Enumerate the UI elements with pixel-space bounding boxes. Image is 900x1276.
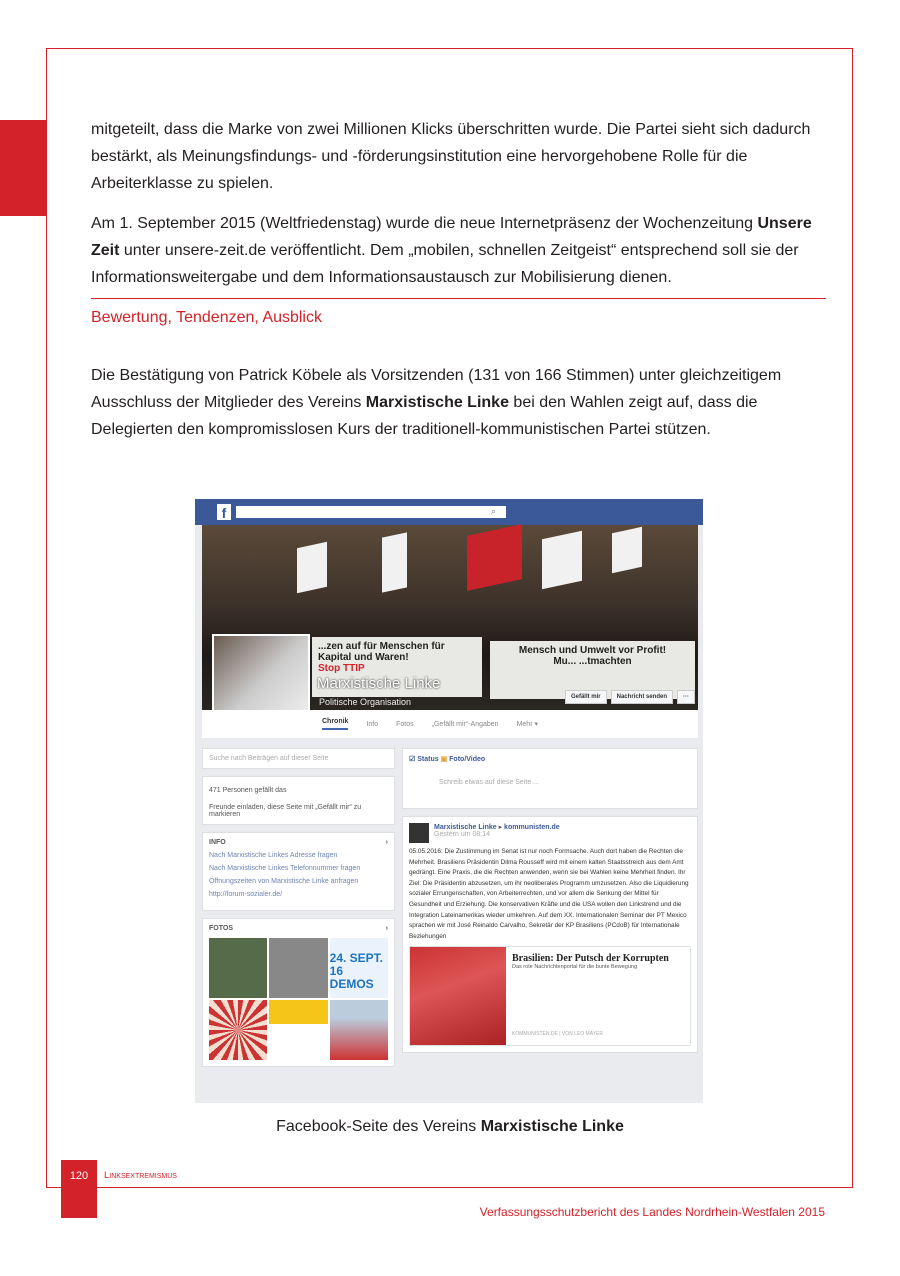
flag [467,524,522,591]
avatar [409,823,429,843]
photos-header: FOTOS [209,925,233,932]
tab-chronik: Chronik [322,718,348,730]
text: Am 1. September 2015 (Weltfriedenstag) wurde die neue Internetpräsenz der Wochenzeitung [91,215,758,232]
info-card [202,832,395,911]
photo-thumb [269,938,327,998]
invite-text: Freunde einladen, diese Seite mit „Gefällt mir“ zu markieren [209,804,362,818]
text: Facebook-Seite des Vereins [276,1118,481,1135]
info-link: Öffnungszeiten von Marxistische Linke anfragen [209,878,359,885]
figure-caption [0,1118,900,1136]
photo-thumb [209,938,267,998]
composer-photo: Foto/Video [449,756,486,763]
info-link: http://forum-sozialer.de/ [209,891,283,898]
flag [612,527,642,573]
tab-info: Info [366,720,379,728]
divider [91,298,826,299]
composer-status: Status [417,756,439,763]
banner-text: ...zen auf für Menschen für Kapital und Waren! [318,641,445,663]
search-input [236,506,506,518]
chapter-tab [0,120,47,216]
left-column [202,748,395,1074]
facebook-logo-icon: f [217,504,231,520]
article-title: Brasilien: Der Putsch der Korrupten [512,953,669,965]
chevron-right-icon: › [385,925,388,932]
article-subtitle: Das rote Nachrichtenportal für die bunte Bewegung [512,964,638,971]
tab-likes: „Gefällt mir“-Angaben [431,720,499,728]
composer [402,748,698,809]
text: Die Bestätigung von Patrick Köbele als Vorsitzenden (131 von 166 Stimmen) unter gleichzeitigem Ausschluss der Mitglieder des Vereins [91,367,782,411]
tab-fotos: Fotos [396,720,414,728]
section-heading: Bewertung, Tendenzen, Ausblick [91,309,322,326]
banner-text: Mu... ...tmachten [553,656,632,667]
post-text: 05.05.2016: Die Zustimmung im Senat ist nur noch Formsache. Auch dort haben die Rechten die Mehrheit. Brasiliens Präsidentin Dilma Rousseff wird mit einem kalten Staatsstreich aus dem Amt gedrängt. Eine Praxis, die die Rechten anwenden, wenn sie bei Wahlen keine Mehrheit finden. Ihr Ziel: Die Präsidentin abzusetzen, um ihr neoliberales Programm umzusetzen. Also die Liquidierung sozialer Errungenschaften, von Arbeiterrechten, und vor allem die Senkung der Mittel für Gesundheit und Erziehung. Die konservativen Kräfte und die USA wollen den Linkstrend und die Integration Lateinamerikas wieder umkehren. Auf dem XX. Internationalen Seminar der PT Mexico sprachen wir mit José Reinaldo Carvalho, Sekretär der KP Brasiliens (PCdoB) für Internationale Beziehungen [409,848,689,940]
post: Marxistische Linke ▸ kommunisten.de Gestern um 08:14 05.05.2016: Die Zustimmung im Senat ist nur noch Formsache. Auch dort haben die Rechten die Mehrheit. Brasiliens Präsidentin Dilma Rousseff wird mit einem kalten Staatsstreich aus dem Amt gedrängt. Eine Praxis, die die Rechten anwenden, wenn sie bei Wahlen keine Mehrheit finden. Ihr Ziel: Die Präsidentin abzusetzen, um ihr neoliberales Programm umzusetzen. Also die Liquidierung sozialer Errungenschaften, von Arbeiterrechten, und vor allem die Senkung der Mittel für Gesundheit und Erziehung. Die konservativen Kräfte und die USA wollen den Linkstrend und die Integration Lateinamerikas wieder umkehren. Auf dem XX. Internationalen Seminar der PT Mexico sprachen wir mit José Reinaldo Carvalho, Sekretär der KP Brasiliens (PCdoB) für Internationale Beziehungen Brasilien: Der Putsch der Korrupten Das rote Nachrichtenportal für die bunte Bewegung KOMMUNISTEN.DE | VON LEO MAYER [402,816,698,1053]
bold-text: Marxistische Linke [480,1118,624,1135]
bold-text: Unsere Zeit [91,215,812,259]
message-button: Nachricht senden [611,690,673,704]
text: unter unsere-zeit.de veröffentlicht. Dem „mobilen, schnellen Zeitgeist“ entsprechend soll sie der Informationsweitergabe und dem Informationsaustausch zur Mobilisierung dienen. [91,242,799,286]
likes-card [202,776,395,825]
info-header: INFO [209,839,226,846]
photo-thumb: 24. SEPT. 16 DEMOS [330,938,388,998]
tab-more: Mehr ▾ [516,721,538,728]
right-column [402,748,698,1060]
flag [297,542,327,593]
link-preview [409,946,691,1046]
search-icon: ⌕ [490,506,496,516]
facebook-topbar [195,499,703,525]
paragraph [91,210,831,291]
article-source: KOMMUNISTEN.DE | VON LEO MAYER [512,1031,603,1038]
page-name: Marxistische Linke [317,675,441,692]
info-link: Nach Marxistische Linkes Telefonnummer fragen [209,865,361,872]
flag [542,531,582,590]
status-icon: ☑ [409,756,418,763]
page-type: Politische Organisation [319,697,412,707]
info-link: Nach Marxistische Linkes Adresse fragen [209,852,338,859]
facebook-screenshot [195,499,703,1103]
paragraph: mitgeteilt, dass die Marke von zwei Millionen Klicks überschritten wurde. Die Partei sieht sich dadurch bestärkt, als Meinungsfindungs- und -förderungsinstitution eine hervorgehobene Rolle für die Arbeiterklasse zu spielen. [91,121,811,192]
text: bei den Wahlen zeigt auf, dass die Delegierten den kompromisslosen Kurs der traditionell-kommunistischen Partei stützen. [91,394,758,438]
post-shared-page: kommunisten.de [504,824,560,831]
photo-thumb [269,1000,327,1060]
chevron-right-icon: › [385,839,388,846]
likes-count: 471 Personen gefällt das [209,787,287,794]
photo-thumb [330,1000,388,1060]
page-search: Suche nach Beiträgen auf dieser Seite [202,748,395,769]
flag [382,532,407,592]
section-label: Linksextremismus [104,1170,177,1181]
post-author: Marxistische Linke [434,824,497,831]
profile-picture [212,634,310,716]
photo-icon: ▣ [440,756,450,763]
more-button: ··· [677,690,695,704]
banner-text: Mensch und Umwelt vor Profit! [518,645,667,656]
article-image [410,947,506,1045]
bold-text: Marxistische Linke [365,394,509,411]
banner-text: Stop TTIP [318,663,365,674]
post-time: Gestern um 08:14 [434,831,491,838]
page-tabs [202,710,698,738]
photo-thumb [209,1000,267,1060]
page-number: 120 [61,1160,97,1218]
paragraph [91,362,831,443]
like-button: Gefällt mir [565,690,607,704]
composer-placeholder: Schreib etwas auf diese Seite ... [439,779,539,786]
publication-title: Verfassungsschutzbericht des Landes Nordrhein-Westfalen 2015 [479,1205,825,1219]
photos-card [202,918,395,1067]
